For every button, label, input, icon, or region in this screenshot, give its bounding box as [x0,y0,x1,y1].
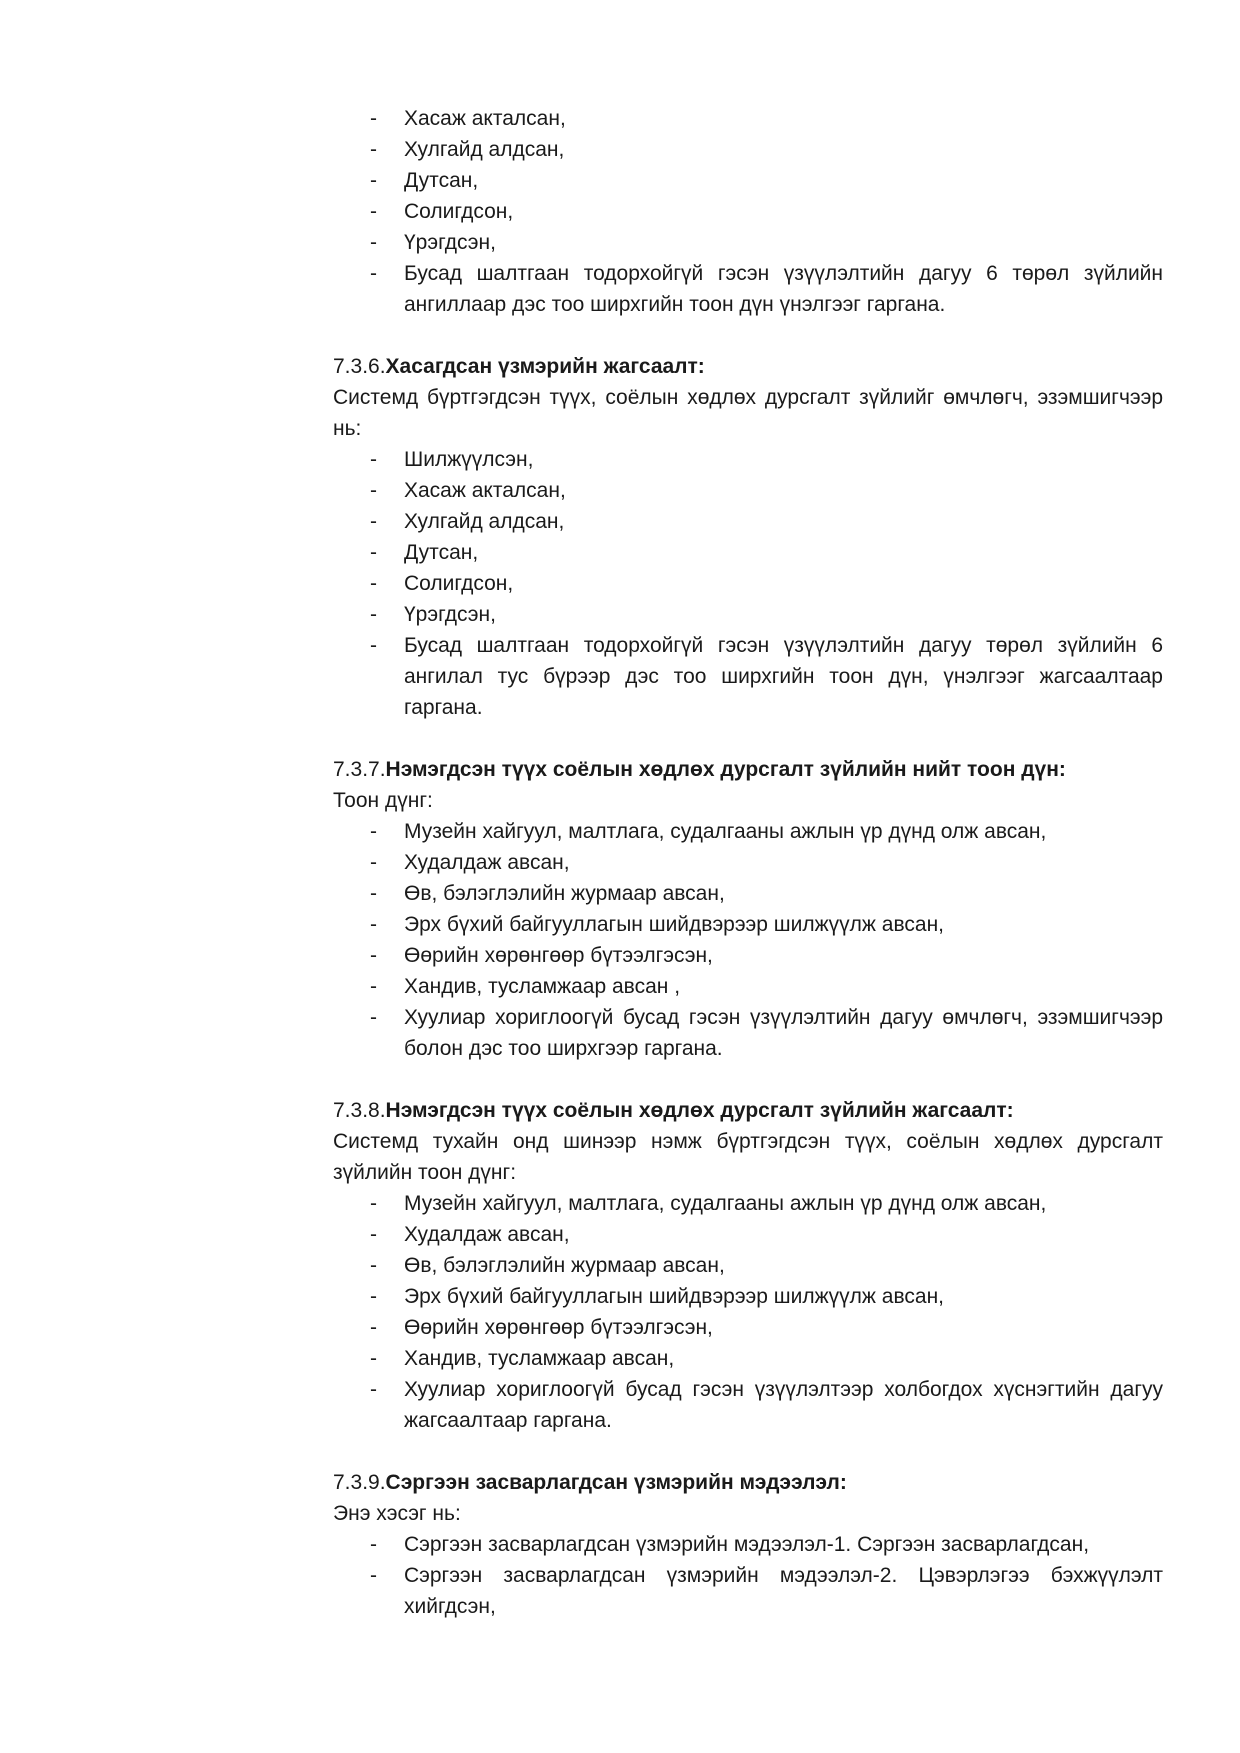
dash: - [370,541,377,564]
list-item: - Хуулиар хориглоогүй бусад гэсэн үзүүлэлтийн дагуу өмчлөгч, эзэмшигчээр болон дэс тоо ширхгээр гаргана. [333,1002,1163,1064]
list-item: - Хандив, тусламжаар авсан , [333,971,1163,1002]
section-intro: Системд бүртгэгдсэн түүх, соёлын хөдлөх дурсгалт зүйлийг өмчлөгч, эзэмшигчээр нь: [333,386,1163,440]
dash: - [370,1378,377,1401]
section-intro: Системд тухайн онд шинээр нэмж бүртгэгдсэн түүх, соёлын хөдлөх дурсгалт зүйлийн тоон дүнг: [333,1130,1163,1184]
dash: - [370,1006,377,1029]
dash: - [370,944,377,967]
list-item: - Сэргээн засварлагдсан үзмэрийн мэдээлэл-2. Цэвэрлэгээ бэхжүүлэлт хийгдсэн, [333,1560,1163,1622]
section-list [333,1188,1163,1436]
dash: - [370,200,377,223]
dash: - [370,1347,377,1370]
section-7-3-7 [333,754,1163,1064]
section-heading [333,1095,1163,1126]
list-item: - Сэргээн засварлагдсан үзмэрийн мэдээлэл-1. Сэргээн засварлагдсан, [333,1529,1163,1560]
dash: - [370,479,377,502]
dash: - [370,107,377,130]
dash: - [370,572,377,595]
dash: - [370,913,377,936]
list-item: - Солигдсон, [333,568,1163,599]
dash: - [370,603,377,626]
section-heading [333,351,1163,382]
list-item: - Өөрийн хөрөнгөөр бүтээлгэсэн, [333,940,1163,971]
dash: - [370,634,377,657]
list-item: - Солигдсон, [333,196,1163,227]
list-item: - Эрх бүхий байгууллагын шийдвэрээр шилжүүлж авсан, [333,1281,1163,1312]
dash: - [370,1533,377,1556]
section-list [333,816,1163,1064]
section-heading [333,754,1163,785]
list-item: - Хандив, тусламжаар авсан, [333,1343,1163,1374]
section-list [333,1529,1163,1622]
list-item: - Өв, бэлэглэлийн журмаар авсан, [333,878,1163,909]
dash: - [370,169,377,192]
dash: - [370,851,377,874]
list-item: - Хулгайд алдсан, [333,134,1163,165]
section-intro: Энэ хэсэг нь: [333,1502,461,1525]
dash: - [370,448,377,471]
dash: - [370,975,377,998]
section-number: 7.3.8. [333,1099,386,1122]
section-title: Нэмэгдсэн түүх соёлын хөдлөх дурсгалт зүйлийн нийт тоон дүн: [385,758,1066,781]
list-item: - Үрэгдсэн, [333,599,1163,630]
intro-list [333,103,1163,320]
section-title: Нэмэгдсэн түүх соёлын хөдлөх дурсгалт зүйлийн жагсаалт: [385,1099,1014,1122]
dash: - [370,820,377,843]
list-item: - Дутсан, [333,537,1163,568]
list-item: - Музейн хайгуул, малтлага, судалгааны ажлын үр дүнд олж авсан, [333,1188,1163,1219]
dash: - [370,1192,377,1215]
list-item: - Хасаж акталсан, [333,475,1163,506]
section-heading [333,1467,1163,1498]
section-list [333,444,1163,723]
list-item: - Худалдаж авсан, [333,847,1163,878]
list-item: - Хулгайд алдсан, [333,506,1163,537]
section-number: 7.3.7. [333,758,386,781]
list-item: - Шилжүүлсэн, [333,444,1163,475]
list-item: - Музейн хайгуул, малтлага, судалгааны ажлын үр дүнд олж авсан, [333,816,1163,847]
section-title: Сэргээн засварлагдсан үзмэрийн мэдээлэл: [385,1471,847,1494]
list-item: - Үрэгдсэн, [333,227,1163,258]
dash: - [370,510,377,533]
list-item: - Хасаж акталсан, [333,103,1163,134]
list-item: - Худалдаж авсан, [333,1219,1163,1250]
section-7-3-8 [333,1095,1163,1436]
section-7-3-6 [333,351,1163,723]
dash: - [370,1285,377,1308]
section-7-3-9 [333,1467,1163,1622]
list-item: - Бусад шалтгаан тодорхойгүй гэсэн үзүүлэлтийн дагуу 6 төрөл зүйлийн ангиллаар дэс тоо ширхгийн тоон дүн үнэлгээг гаргана. [333,258,1163,320]
list-item: - Хуулиар хориглоогүй бусад гэсэн үзүүлэлтээр холбогдох хүснэгтийн дагуу жагсаалтаар гаргана. [333,1374,1163,1436]
list-item: - Өөрийн хөрөнгөөр бүтээлгэсэн, [333,1312,1163,1343]
list-item: - Дутсан, [333,165,1163,196]
section-number: 7.3.9. [333,1471,386,1494]
dash: - [370,262,377,285]
page-content [333,103,1163,1622]
dash: - [370,1223,377,1246]
dash: - [370,1254,377,1277]
section-intro: Тоон дүнг: [333,789,433,812]
dash: - [370,1316,377,1339]
dash: - [370,231,377,254]
dash: - [370,138,377,161]
dash: - [370,882,377,905]
dash: - [370,1564,377,1587]
section-number: 7.3.6. [333,355,386,378]
list-item: - Өв, бэлэглэлийн журмаар авсан, [333,1250,1163,1281]
list-item: - Эрх бүхий байгууллагын шийдвэрээр шилжүүлж авсан, [333,909,1163,940]
section-title: Хасагдсан үзмэрийн жагсаалт: [385,355,705,378]
list-item: - Бусад шалтгаан тодорхойгүй гэсэн үзүүлэлтийн дагуу төрөл зүйлийн 6 ангилал тус бүрээр дэс тоо ширхгийн тоон дүн, үнэлгээг жагсаалтаар гаргана. [333,630,1163,723]
